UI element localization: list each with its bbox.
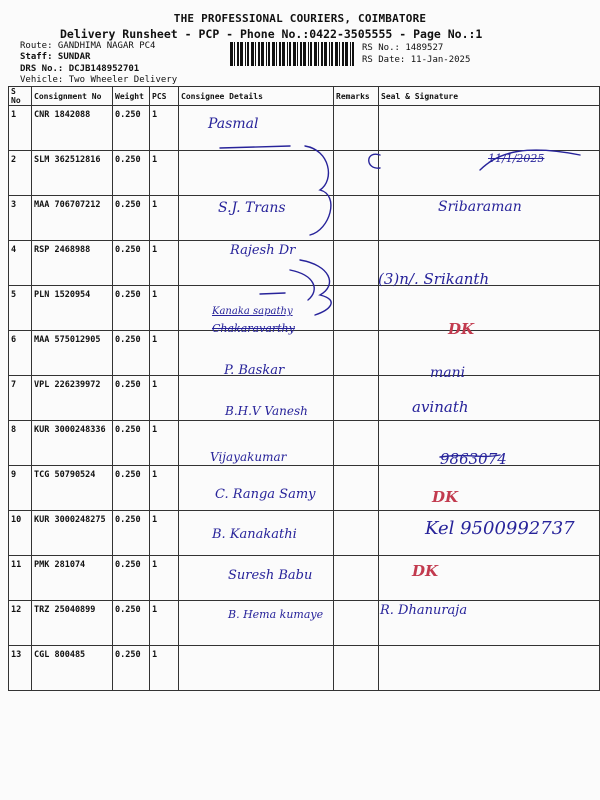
dash-mark-5 bbox=[260, 293, 285, 294]
barcode-bar bbox=[352, 42, 354, 66]
brace-mark-2 bbox=[300, 260, 331, 315]
barcode-bar bbox=[282, 42, 285, 66]
handwritten-consignee-8: B.H.V Vanesh bbox=[225, 404, 308, 418]
company-title: THE PROFESSIONAL COURIERS, COIMBATORE bbox=[173, 12, 427, 25]
cell-pcs: 1 bbox=[150, 646, 179, 691]
handwritten-signature-3: Sribaraman bbox=[438, 199, 522, 215]
drs-label: DRS No.: DCJB148952701 bbox=[20, 64, 140, 74]
table-header-row bbox=[9, 87, 600, 106]
cell-weight: 0.250 bbox=[113, 241, 150, 286]
cell-consignment: CGL 800485 bbox=[32, 646, 113, 691]
cell-weight: 0.250 bbox=[113, 466, 150, 511]
barcode-bar bbox=[300, 42, 302, 66]
handwritten-consignee-1: Pasmal bbox=[208, 116, 259, 132]
handwritten-signature-6: DK bbox=[448, 320, 475, 338]
barcode-bar bbox=[245, 42, 246, 66]
handwritten-signature-9: 9863074 bbox=[440, 450, 507, 468]
cell-sno: 8 bbox=[9, 421, 32, 466]
barcode-bar bbox=[234, 42, 235, 66]
handwritten-signature-11: Kel 9500992737 bbox=[425, 518, 575, 539]
barcode-bar bbox=[255, 42, 256, 66]
rs-number: RS No.: 1489527 bbox=[362, 43, 444, 53]
barcode-bar bbox=[251, 42, 254, 66]
cell-sno: 6 bbox=[9, 331, 32, 376]
handwritten-consignee-3: S.J. Trans bbox=[218, 200, 286, 216]
barcode-bar bbox=[261, 42, 264, 66]
handwritten-consignee-6b: Chakaravarthy bbox=[212, 322, 295, 335]
handwritten-signature-2: 11/1/2025 bbox=[488, 152, 545, 165]
barcode-bar bbox=[266, 42, 267, 66]
cell-remarks bbox=[334, 646, 379, 691]
cell-weight: 0.250 bbox=[113, 601, 150, 646]
cell-pcs: 1 bbox=[150, 376, 179, 421]
cell-sno: 3 bbox=[9, 196, 32, 241]
barcode-bar bbox=[268, 42, 270, 66]
cell-pcs: 1 bbox=[150, 556, 179, 601]
handwritten-consignee-9: Vijayakumar bbox=[210, 450, 287, 464]
col-sno: S No bbox=[9, 87, 32, 106]
barcode-bar bbox=[276, 42, 277, 66]
cell-sno: 12 bbox=[9, 601, 32, 646]
cell-sno: 11 bbox=[9, 556, 32, 601]
handwritten-consignee-13: B. Hema kumaye bbox=[228, 608, 324, 621]
barcode-bar bbox=[287, 42, 288, 66]
cell-consignment: CNR 1842088 bbox=[32, 106, 113, 151]
cell-pcs: 1 bbox=[150, 106, 179, 151]
cell-consignment: PMK 281074 bbox=[32, 556, 113, 601]
cell-pcs: 1 bbox=[150, 511, 179, 556]
cell-weight: 0.250 bbox=[113, 646, 150, 691]
col-consignment: Consignment No bbox=[32, 87, 113, 106]
cell-signature bbox=[379, 646, 600, 691]
cell-consignment: MAA 575012905 bbox=[32, 331, 113, 376]
handwritten-signature-12: DK bbox=[412, 562, 439, 580]
barcode-bar bbox=[342, 42, 344, 66]
cell-consignment: VPL 226239972 bbox=[32, 376, 113, 421]
barcode-bar bbox=[247, 42, 249, 66]
cell-sno: 2 bbox=[9, 151, 32, 196]
cell-pcs: 1 bbox=[150, 286, 179, 331]
cell-weight: 0.250 bbox=[113, 106, 150, 151]
barcode-bar bbox=[289, 42, 291, 66]
cell-consignment: RSP 2468988 bbox=[32, 241, 113, 286]
cell-weight: 0.250 bbox=[113, 331, 150, 376]
cell-weight: 0.250 bbox=[113, 196, 150, 241]
cell-sno: 1 bbox=[9, 106, 32, 151]
handwritten-consignee-12: Suresh Babu bbox=[228, 568, 313, 583]
barcode-bar bbox=[297, 42, 298, 66]
barcode-bar bbox=[230, 42, 233, 66]
runsheet-title: Delivery Runsheet - PCP - Phone No.:0422-3505555 - Page No.:1 bbox=[60, 27, 483, 41]
barcode-bar bbox=[335, 42, 338, 66]
cell-weight: 0.250 bbox=[113, 421, 150, 466]
cell-sno: 9 bbox=[9, 466, 32, 511]
barcode-bar bbox=[279, 42, 281, 66]
barcode-bar bbox=[258, 42, 260, 66]
col-consignee: Consignee Details bbox=[179, 87, 334, 106]
cell-sno: 10 bbox=[9, 511, 32, 556]
cell-consignment: TRZ 25040899 bbox=[32, 601, 113, 646]
staff-label: Staff: SUNDAR bbox=[20, 52, 91, 62]
barcode-bar bbox=[321, 42, 323, 66]
handwritten-signature-8: avinath bbox=[412, 398, 469, 416]
barcode-bar bbox=[293, 42, 296, 66]
signature-stroke-2 bbox=[480, 150, 580, 170]
barcode-bar bbox=[339, 42, 340, 66]
col-pcs: PCS bbox=[150, 87, 179, 106]
handwritten-consignee-11: B. Kanakathi bbox=[212, 527, 297, 542]
handwritten-signature-7: mani bbox=[430, 365, 466, 381]
cell-consignee bbox=[179, 646, 334, 691]
handwritten-signature-10: DK bbox=[432, 488, 459, 506]
handwritten-consignee-4: Rajesh Dr bbox=[230, 243, 296, 258]
barcode-bar bbox=[240, 42, 243, 66]
route-label: Route: GANDHIMA NAGAR PC4 bbox=[20, 41, 156, 51]
cell-weight: 0.250 bbox=[113, 556, 150, 601]
rs-date: RS Date: 11-Jan-2025 bbox=[362, 55, 471, 65]
handwritten-signature-13: R. Dhanuraja bbox=[380, 603, 468, 618]
cell-pcs: 1 bbox=[150, 241, 179, 286]
cell-consignment: PLN 1520954 bbox=[32, 286, 113, 331]
barcode-bar bbox=[308, 42, 309, 66]
handwritten-consignee-6a: Kanaka sapathy bbox=[212, 306, 293, 317]
barcode-bar bbox=[329, 42, 330, 66]
cell-pcs: 1 bbox=[150, 331, 179, 376]
barcode-bar bbox=[350, 42, 351, 66]
ink-strokes bbox=[180, 110, 600, 650]
handwritten-signature-5: (3)n/. Srikanth bbox=[378, 270, 490, 288]
cell-weight: 0.250 bbox=[113, 376, 150, 421]
cell-pcs: 1 bbox=[150, 421, 179, 466]
handwritten-consignee-10: C. Ranga Samy bbox=[215, 487, 316, 502]
cell-weight: 0.250 bbox=[113, 286, 150, 331]
cell-weight: 0.250 bbox=[113, 511, 150, 556]
cell-consignment: TCG 50790524 bbox=[32, 466, 113, 511]
barcode-bar bbox=[272, 42, 275, 66]
vehicle-label: Vehicle: Two Wheeler Delivery bbox=[20, 75, 178, 85]
cell-consignment: KUR 3000248336 bbox=[32, 421, 113, 466]
cell-sno: 13 bbox=[9, 646, 32, 691]
handwritten-consignee-7: P. Baskar bbox=[224, 363, 285, 378]
cell-pcs: 1 bbox=[150, 466, 179, 511]
barcode-bar bbox=[303, 42, 306, 66]
underline-mark-9 bbox=[440, 455, 500, 457]
cell-consignment: MAA 706707212 bbox=[32, 196, 113, 241]
cell-pcs: 1 bbox=[150, 196, 179, 241]
col-signature: Seal & Signature bbox=[379, 87, 600, 106]
barcode-bar bbox=[314, 42, 317, 66]
col-remarks: Remarks bbox=[334, 87, 379, 106]
cell-consignment: SLM 362512816 bbox=[32, 151, 113, 196]
barcode-bar bbox=[310, 42, 312, 66]
cell-sno: 7 bbox=[9, 376, 32, 421]
barcode-image bbox=[230, 42, 354, 66]
barcode-bar bbox=[324, 42, 327, 66]
dash-mark-1 bbox=[220, 146, 290, 148]
barcode-bar bbox=[331, 42, 333, 66]
table-row bbox=[9, 646, 600, 691]
barcode-bar bbox=[237, 42, 239, 66]
cell-weight: 0.250 bbox=[113, 151, 150, 196]
cell-sno: 5 bbox=[9, 286, 32, 331]
brace-mark-3 bbox=[290, 270, 314, 300]
cell-pcs: 1 bbox=[150, 151, 179, 196]
brace-mark-1 bbox=[305, 146, 331, 235]
cell-sno: 4 bbox=[9, 241, 32, 286]
barcode-bar bbox=[318, 42, 319, 66]
cell-pcs: 1 bbox=[150, 601, 179, 646]
col-weight: Weight bbox=[113, 87, 150, 106]
barcode-bar bbox=[345, 42, 348, 66]
circle-mark-2 bbox=[369, 154, 380, 168]
cell-consignment: KUR 3000248275 bbox=[32, 511, 113, 556]
